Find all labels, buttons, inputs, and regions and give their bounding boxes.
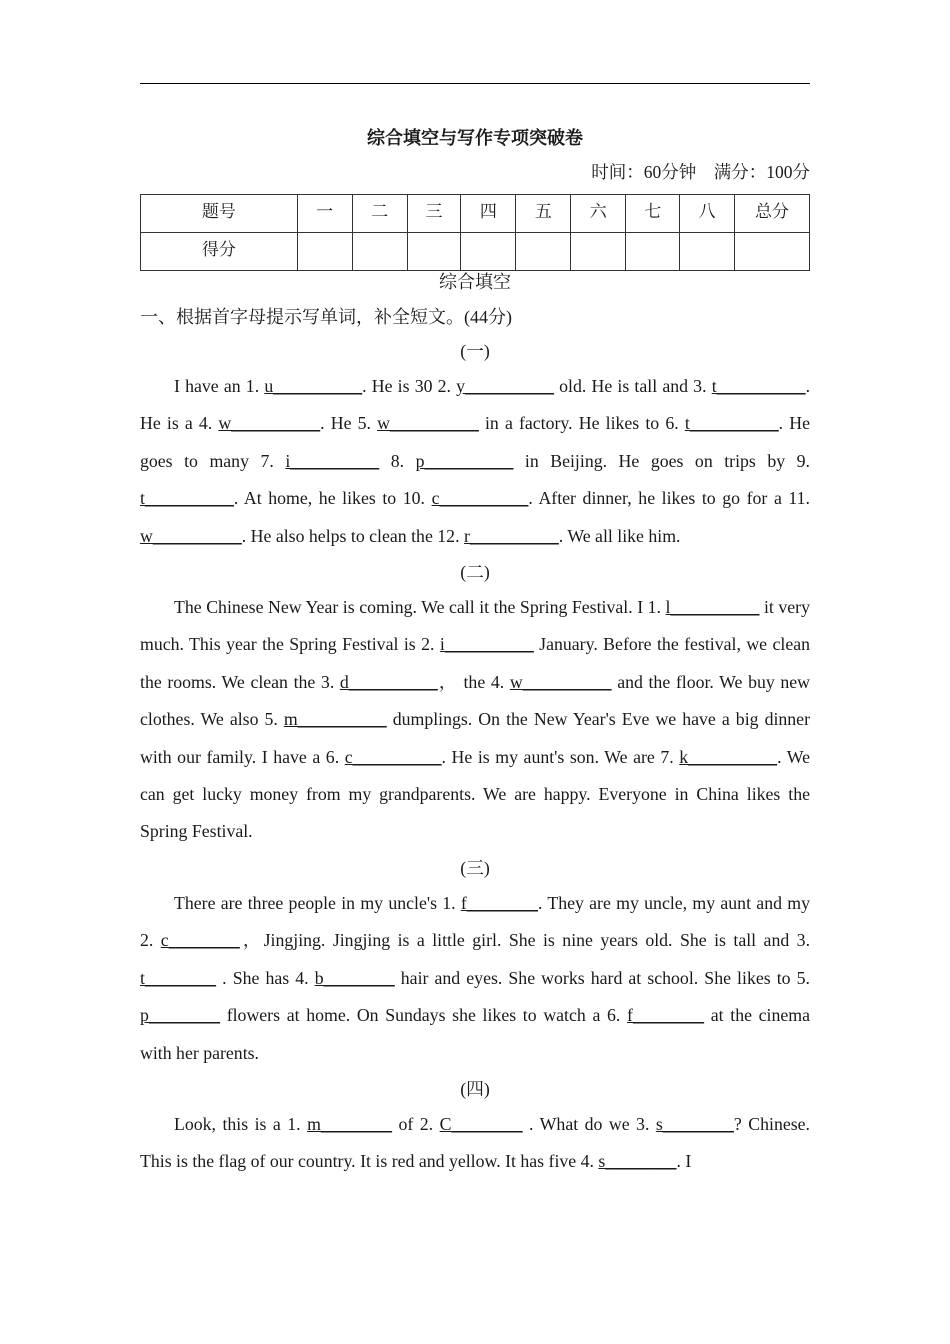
- passage-run: in a factory. He likes to 6.: [478, 413, 685, 434]
- passage-label: (四): [460, 1078, 490, 1099]
- passage-run: . At home, he likes to 10.: [233, 488, 432, 509]
- score-header-cell: 题号: [141, 195, 298, 233]
- answer-blank[interactable]: i__________: [439, 634, 534, 655]
- passage-run: of 2.: [392, 1113, 440, 1134]
- passage-run: . I: [676, 1151, 692, 1172]
- answer-blank[interactable]: u__________: [264, 376, 363, 396]
- question-title: 一、根据首字母提示写单词，补全短文。(44分): [140, 307, 512, 327]
- passage-run: ， the 4.: [437, 671, 510, 692]
- answer-blank[interactable]: s________: [598, 1151, 677, 1172]
- passage-run: Look, this is a 1.: [174, 1113, 308, 1134]
- passage-run: . We all like him.: [558, 525, 681, 546]
- answer-blank[interactable]: s________: [655, 1113, 734, 1134]
- score-input-cell[interactable]: [297, 233, 352, 271]
- score-input-cell[interactable]: [461, 233, 516, 271]
- answer-blank[interactable]: w__________: [377, 413, 479, 434]
- answer-blank[interactable]: k__________: [679, 746, 778, 767]
- score-header-cell: 五: [516, 195, 571, 233]
- section-title: 综合填空: [439, 272, 511, 292]
- score-header-cell: 六: [571, 195, 626, 233]
- answer-blank[interactable]: t__________: [711, 376, 806, 396]
- passage-run: old. He is tall and 3.: [553, 376, 712, 396]
- passage-text: [140, 885, 810, 1072]
- passage-run: . He is a 4.: [140, 376, 811, 434]
- answer-blank[interactable]: c__________: [431, 488, 529, 509]
- passage-run: . What do we 3.: [522, 1113, 656, 1134]
- passage-run: and the floor. We buy new clothes. We also 5.: [140, 671, 810, 730]
- passage-run: The Chinese New Year is coming. We call it the Spring Festival. I 1.: [174, 597, 666, 618]
- answer-blank[interactable]: f________: [460, 892, 538, 913]
- passage-run: 8.: [379, 450, 416, 471]
- passage-run: . We can get lucky money from my grandparents. We are happy. Everyone in China likes the Spring Festival.: [140, 746, 811, 842]
- score-input-cell[interactable]: [735, 233, 810, 271]
- score-header-cell: 八: [680, 195, 735, 233]
- passage-run: . He also helps to clean the 12.: [241, 525, 464, 546]
- answer-blank[interactable]: p________: [140, 1005, 221, 1026]
- passage-run: flowers at home. On Sundays she likes to watch a 6.: [220, 1005, 628, 1026]
- answer-blank[interactable]: i__________: [285, 450, 380, 471]
- score-header-cell: 一: [297, 195, 352, 233]
- passage-label: (三): [460, 857, 490, 878]
- passage-run: . After dinner, he likes to go for a 11.: [528, 488, 810, 509]
- passage-text: [140, 589, 810, 851]
- answer-blank[interactable]: t__________: [140, 488, 234, 509]
- passage-run: There are three people in my uncle's 1.: [174, 892, 461, 913]
- passage-run: ，Jingjing. Jingjing is a little girl. She is nine years old. She is tall and 3.: [239, 930, 811, 951]
- score-header-cell: 二: [352, 195, 407, 233]
- answer-blank[interactable]: b________: [314, 967, 395, 988]
- answer-blank[interactable]: r__________: [463, 525, 559, 546]
- passage-run: dumplings. On the New Year's Eve we have a big dinner with our family. I have a 6.: [140, 709, 810, 767]
- passage-run: at the cinema with her parents.: [140, 1005, 810, 1063]
- header-rule: [140, 83, 810, 84]
- score-header-row: [141, 195, 810, 233]
- passage-run: . He is my aunt's son. We are 7.: [441, 746, 680, 767]
- passage-text: [140, 1106, 810, 1181]
- score-value-row: [141, 233, 810, 271]
- passage-run: ? Chinese. This is the flag of our country. It is red and yellow. It has five 4.: [140, 1113, 810, 1172]
- answer-blank[interactable]: t________: [140, 967, 217, 988]
- passage-text: [140, 368, 810, 555]
- answer-blank[interactable]: p__________: [415, 450, 514, 471]
- answer-blank[interactable]: d__________: [339, 671, 438, 692]
- answer-blank[interactable]: l__________: [665, 597, 760, 618]
- score-input-cell[interactable]: [571, 233, 626, 271]
- exam-title: 综合填空与写作专项突破卷: [367, 128, 583, 148]
- passage-run: in Beijing. He goes on trips by 9.: [513, 450, 810, 471]
- passages: [140, 334, 810, 1181]
- exam-meta: 时间：60分钟 满分：100分: [591, 162, 810, 182]
- score-input-cell[interactable]: [516, 233, 571, 271]
- answer-blank[interactable]: c__________: [344, 746, 442, 767]
- passage-run: . He goes to many 7.: [140, 413, 810, 471]
- answer-blank[interactable]: f________: [627, 1005, 705, 1026]
- passage-run: I have an 1.: [174, 376, 265, 396]
- score-header-cell: 三: [407, 195, 461, 233]
- passage-run: . He 5.: [320, 413, 378, 434]
- score-input-cell[interactable]: [407, 233, 461, 271]
- score-table: [140, 194, 810, 271]
- answer-blank[interactable]: m__________: [283, 709, 387, 730]
- score-input-cell[interactable]: [680, 233, 735, 271]
- score-header-cell: 四: [461, 195, 516, 233]
- answer-blank[interactable]: w__________: [140, 525, 242, 546]
- passage-run: . They are my uncle, my aunt and my 2.: [140, 892, 810, 951]
- answer-blank[interactable]: w__________: [509, 671, 612, 692]
- score-header-cell: 总分: [735, 195, 810, 233]
- score-row-label: 得分: [141, 233, 298, 271]
- answer-blank[interactable]: t__________: [684, 413, 779, 434]
- score-input-cell[interactable]: [352, 233, 407, 271]
- passage-run: . She has 4.: [216, 967, 315, 988]
- passage-run: it very much. This year the Spring Festival is 2.: [140, 597, 810, 655]
- answer-blank[interactable]: C________: [439, 1113, 523, 1134]
- passage-label: (二): [460, 562, 490, 583]
- score-input-cell[interactable]: [626, 233, 680, 271]
- answer-blank[interactable]: w__________: [218, 413, 321, 434]
- score-header-cell: 七: [626, 195, 680, 233]
- passage-run: . He is 30 2.: [362, 376, 457, 396]
- answer-blank[interactable]: y__________: [456, 376, 554, 396]
- answer-blank[interactable]: m________: [307, 1113, 393, 1134]
- answer-blank[interactable]: c________: [160, 930, 240, 951]
- passage-label: (一): [460, 341, 490, 361]
- passage-run: January. Before the festival, we clean the rooms. We clean the 3.: [140, 634, 811, 692]
- passage-run: hair and eyes. She works hard at school. She likes to 5.: [394, 967, 810, 988]
